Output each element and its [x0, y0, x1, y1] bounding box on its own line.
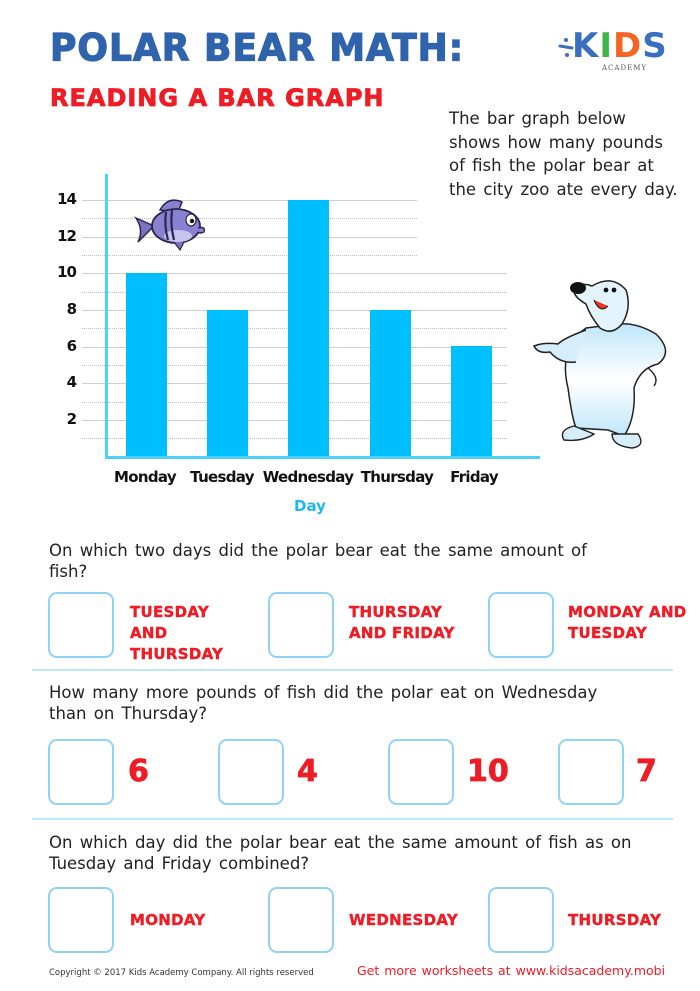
intro-text: The bar graph below shows how many pounds of fish the polar bear at the city zoo ate every day.	[449, 109, 678, 199]
q1-option-3-checkbox[interactable]	[488, 592, 554, 658]
q1-option-1-checkbox[interactable]	[48, 592, 114, 658]
question-1-text: On which two days did the polar bear eat the same amount of fish?	[49, 541, 587, 581]
q2-option-4-checkbox[interactable]	[558, 739, 624, 805]
y-tick-12: 12	[57, 227, 76, 245]
x-tick-tuesday: Tuesday	[190, 468, 254, 486]
more-worksheets-link[interactable]: Get more worksheets at www.kidsacademy.mobi	[357, 963, 666, 978]
q3-option-1-label: MONDAY	[130, 911, 206, 929]
logo-letter-d: D	[613, 26, 643, 66]
polar-bear-illustration-icon	[528, 268, 678, 453]
logo-letter-s: S	[642, 26, 668, 66]
gridline-14	[82, 200, 417, 201]
logo-letters	[572, 26, 668, 66]
fish-illustration-icon	[134, 196, 210, 254]
q1-option-1-label: TUESDAY AND THURSDAY	[130, 603, 224, 663]
q3-option-3-checkbox[interactable]	[488, 887, 554, 953]
q3-option-3-label: THURSDAY	[568, 911, 662, 929]
bar-wednesday	[288, 200, 329, 456]
q3-option-1-checkbox[interactable]	[48, 887, 114, 953]
q2-option-4-label: 7	[636, 754, 657, 789]
y-axis	[105, 174, 108, 458]
q2-option-2-checkbox[interactable]	[218, 739, 284, 805]
page-subtitle: READING A BAR GRAPH	[50, 84, 385, 112]
q1-option-2-checkbox[interactable]	[268, 592, 334, 658]
y-tick-10: 10	[57, 263, 76, 281]
question-3-text: On which day did the polar bear eat the same amount of fish as on Tuesday and Friday combined?	[49, 833, 632, 873]
x-tick-friday: Friday	[450, 468, 498, 486]
q3-option-2-checkbox[interactable]	[268, 887, 334, 953]
q2-option-1-label: 6	[128, 754, 149, 789]
bar-thursday	[370, 310, 411, 456]
q2-option-1-checkbox[interactable]	[48, 739, 114, 805]
logo-academy-text: ACADEMY	[602, 64, 647, 72]
logo-letter-k: K	[572, 26, 600, 66]
q1-option-2-label: THURSDAY AND FRIDAY	[349, 603, 455, 642]
question-2-text: How many more pounds of fish did the polar eat on Wednesday than on Thursday?	[49, 683, 598, 723]
x-axis	[105, 456, 540, 459]
gridline-11	[82, 255, 417, 256]
bar-friday	[451, 346, 492, 456]
x-tick-wednesday: Wednesday	[262, 468, 354, 486]
y-tick-2: 2	[66, 410, 76, 428]
y-tick-6: 6	[66, 337, 76, 355]
y-tick-14: 14	[57, 190, 76, 208]
kids-academy-logo[interactable]	[556, 26, 666, 78]
copyright-text: Copyright © 2017 Kids Academy Company. All rights reserved	[49, 968, 314, 978]
gridline-12	[82, 237, 417, 238]
separator-1	[32, 669, 673, 671]
logo-letter-i: I	[599, 26, 614, 66]
y-tick-4: 4	[66, 373, 76, 391]
bar-tuesday	[207, 310, 248, 456]
q3-option-2-label: WEDNESDAY	[349, 911, 459, 929]
bar-monday	[126, 273, 167, 456]
q1-option-3-label: MONDAY AND TUESDAY	[568, 603, 687, 642]
q2-option-3-label: 10	[467, 754, 509, 789]
x-tick-monday: Monday	[114, 468, 176, 486]
gridline-13	[82, 218, 417, 219]
x-tick-thursday: Thursday	[360, 468, 434, 486]
q2-option-2-label: 4	[297, 754, 318, 789]
x-axis-label: Day	[294, 497, 326, 515]
separator-2	[32, 818, 673, 820]
page-title: POLAR BEAR MATH:	[50, 26, 465, 71]
y-tick-8: 8	[66, 300, 76, 318]
q2-option-3-checkbox[interactable]	[388, 739, 454, 805]
